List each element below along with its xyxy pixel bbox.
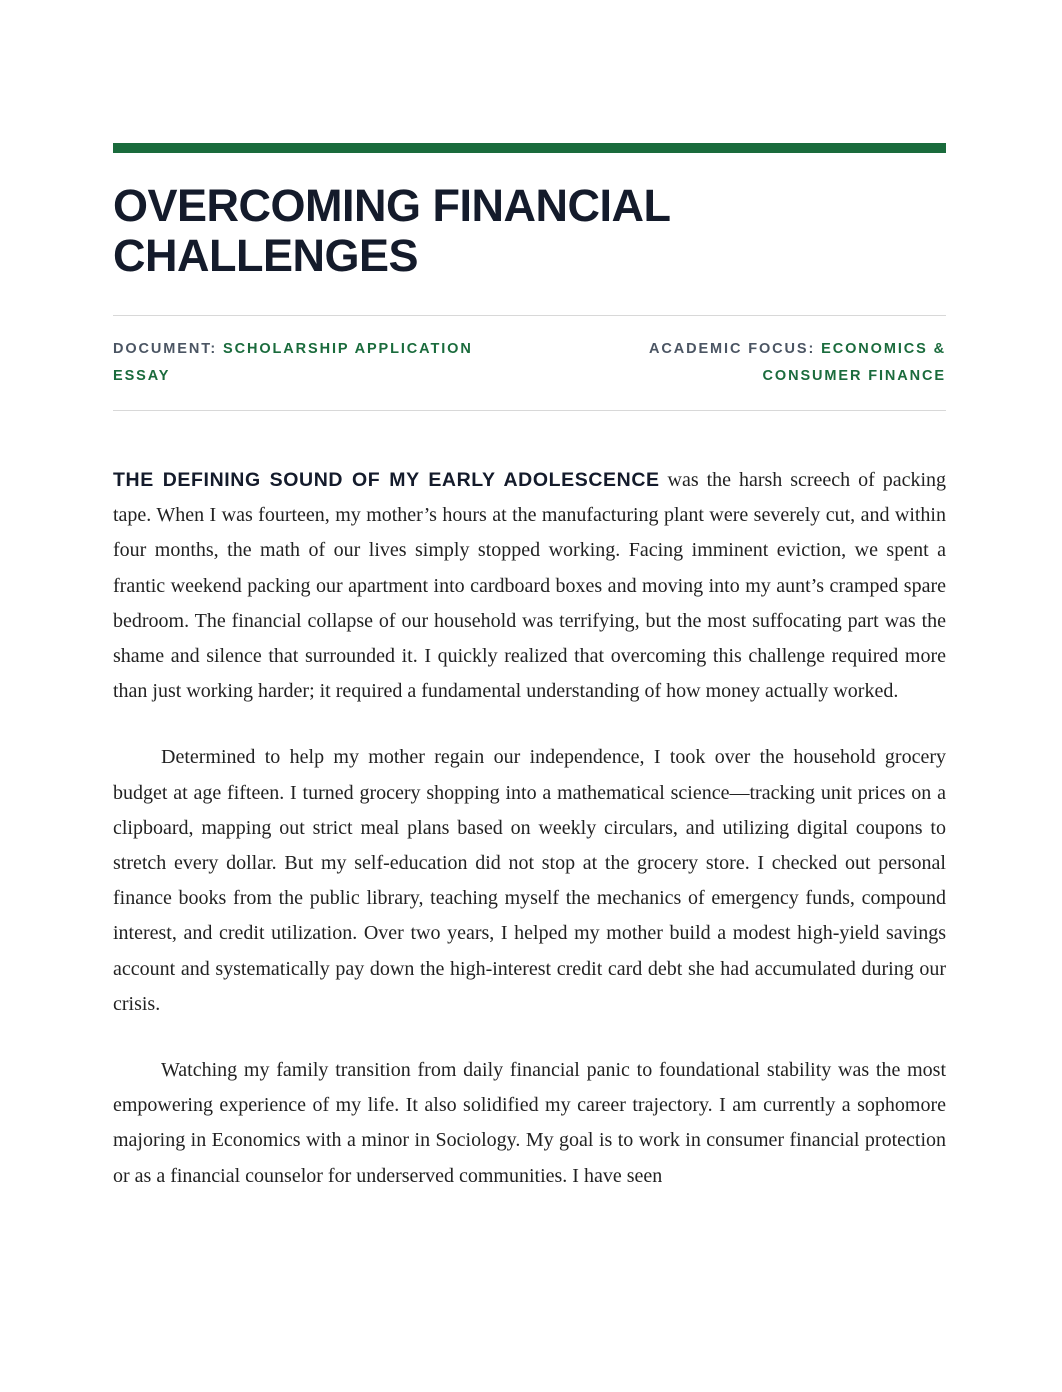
document-type-value: SCHOLARSHIP APPLICATION ESSAY (113, 341, 473, 384)
academic-focus-label: ACADEMIC FOCUS: (648, 341, 816, 357)
document-meta (113, 315, 946, 411)
essay-paragraph-1 (113, 463, 946, 709)
essay-paragraph-3: Watching my family transition from daily financial panic to foundational stability was the most empowering experience of my life. It also solidified my career trajectory. I am currently a sophomore majoring in Economics with a minor in Sociology. My goal is to work in consumer financial protection or as a financial counselor for underserved communities. I have seen (113, 1059, 946, 1187)
paragraph-lead-in: THE DEFINING SOUND OF MY EARLY ADOLESCENCE (113, 469, 660, 491)
essay-paragraph-2: Determined to help my mother regain our independence, I took over the household grocery budget at age fifteen. I turned grocery shopping into a mathematical science—tracking unit prices on a clipboard, mapping out strict meal plans based on weekly circulars, and utilizing digital coupons to stretch every dollar. But my self-education did not stop at the grocery store. I checked out personal finance books from the public library, teaching myself the mechanics of emergency funds, compound interest, and credit utilization. Over two years, I helped my mother build a modest high-yield savings account and systematically pay down the high-interest credit card debt she had accumulated during our crisis. (113, 746, 946, 1015)
essay-body (113, 463, 946, 1194)
accent-bar (113, 143, 946, 153)
paragraph-text: was the harsh screech of packing tape. When I was fourteen, my mother’s hours at the manufacturing plant were severely cut, and within four months, the math of our lives simply stopped working. Facing imminent eviction, we spent a frantic weekend packing our apartment into cardboard boxes and moving into my aunt’s cramped spare bedroom. The financial collapse of our household was terrifying, but the most suffocating part was the shame and silence that surrounded it. I quickly realized that overcoming this challenge required more than just working harder; it required a fundamental understanding of how money actually worked. (113, 469, 947, 703)
academic-focus (616, 336, 946, 390)
page-title: OVERCOMING FINANCIAL CHALLENGES (113, 180, 670, 281)
academic-focus-value: ECONOMICS & CONSUMER FINANCE (762, 341, 946, 384)
document-type (113, 336, 513, 390)
document-type-label: DOCUMENT: (113, 341, 218, 357)
essay-page (113, 143, 946, 1225)
